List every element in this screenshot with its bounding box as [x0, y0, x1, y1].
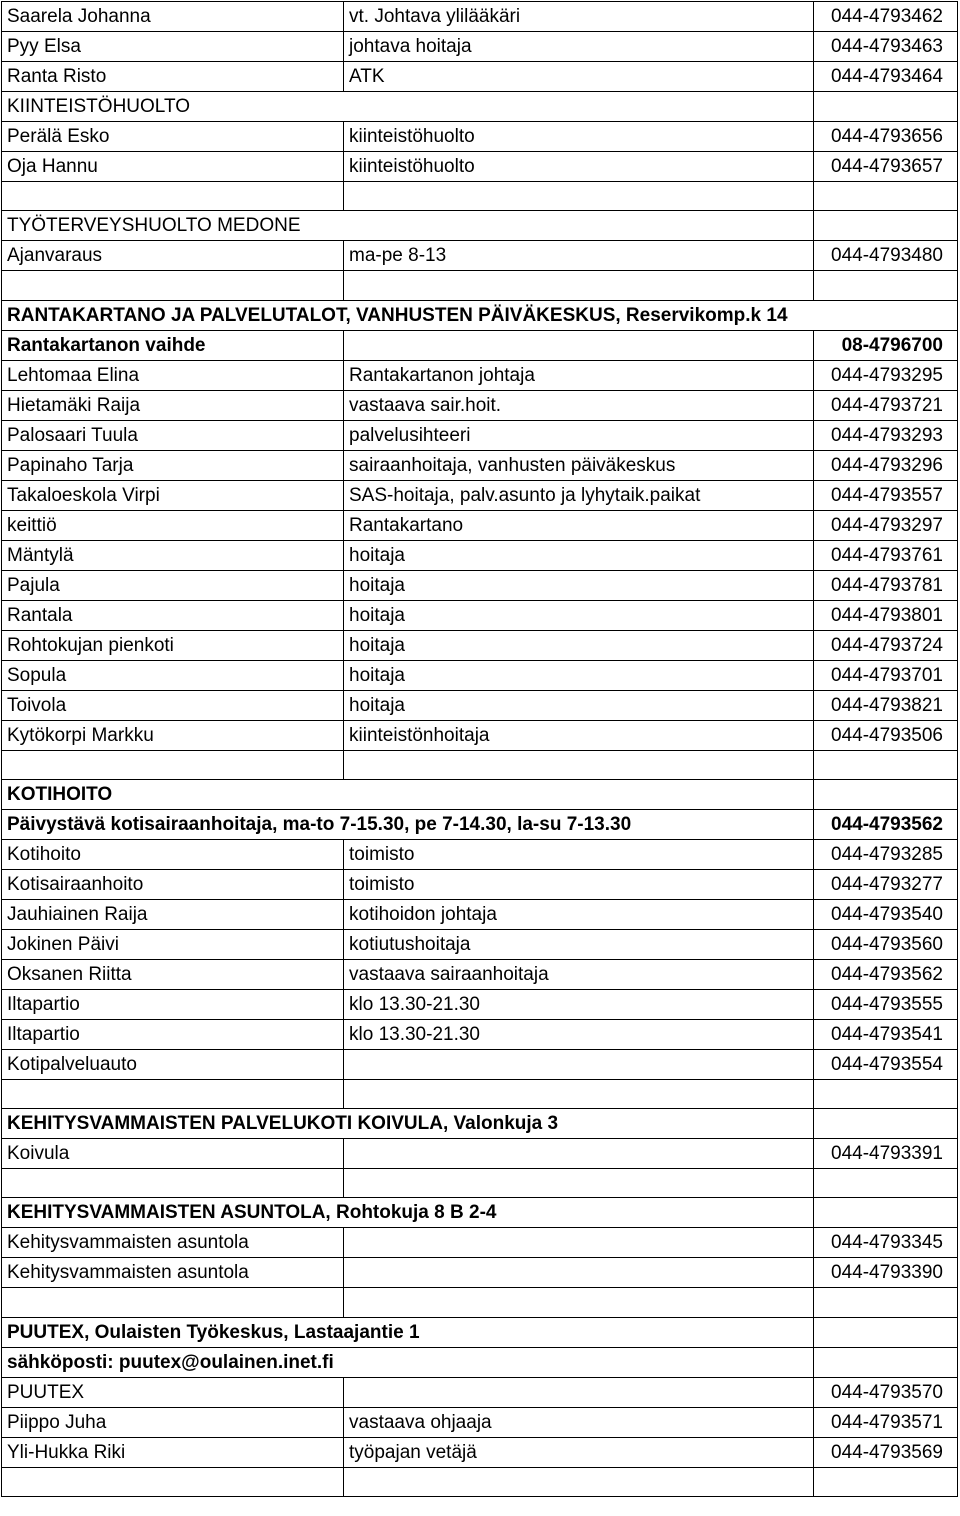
phone-cell — [814, 750, 958, 779]
name-cell: Kytökorpi Markku — [2, 720, 344, 750]
phone-cell — [814, 779, 958, 809]
name-cell: Päivystävä kotisairaanhoitaja, ma-to 7-15.30, pe 7-14.30, la-su 7-13.30 — [2, 809, 344, 839]
table-row — [2, 989, 958, 1019]
phone-cell: 044-4793540 — [814, 899, 958, 929]
table-row — [2, 271, 958, 300]
phone-directory-body — [2, 2, 958, 1497]
role-cell — [344, 211, 814, 241]
table-row — [2, 1079, 958, 1108]
name-cell: KIINTEISTÖHUOLTO — [2, 92, 344, 122]
role-cell — [344, 1347, 814, 1377]
role-cell: ma-pe 8-13 — [344, 241, 814, 271]
role-cell — [344, 1288, 814, 1317]
role-cell: sairaanhoitaja, vanhusten päiväkeskus — [344, 450, 814, 480]
role-cell — [344, 1467, 814, 1496]
phone-cell: 044-4793541 — [814, 1019, 958, 1049]
role-cell: kiinteistöhuolto — [344, 122, 814, 152]
name-cell — [2, 1467, 344, 1496]
table-row — [2, 450, 958, 480]
phone-cell — [814, 1198, 958, 1228]
role-cell: toimisto — [344, 869, 814, 899]
name-cell: Palosaari Tuula — [2, 420, 344, 450]
table-row — [2, 929, 958, 959]
name-cell: Yli-Hukka Riki — [2, 1437, 344, 1467]
phone-cell: 044-4793297 — [814, 510, 958, 540]
table-row — [2, 2, 958, 32]
name-cell: Piippo Juha — [2, 1407, 344, 1437]
table-row — [2, 330, 958, 360]
phone-cell: 044-4793554 — [814, 1049, 958, 1079]
name-cell: Perälä Esko — [2, 122, 344, 152]
name-cell: Jauhiainen Raija — [2, 899, 344, 929]
name-cell: Kotisairaanhoito — [2, 869, 344, 899]
name-cell: Kotihoito — [2, 839, 344, 869]
role-cell — [344, 750, 814, 779]
phone-cell: 044-4793285 — [814, 839, 958, 869]
role-cell: vastaava ohjaaja — [344, 1407, 814, 1437]
role-cell — [344, 330, 814, 360]
table-row — [2, 1407, 958, 1437]
name-cell: Toivola — [2, 690, 344, 720]
table-row — [2, 869, 958, 899]
name-cell: keittiö — [2, 510, 344, 540]
table-row — [2, 1347, 958, 1377]
table-row — [2, 660, 958, 690]
table-row — [2, 1019, 958, 1049]
table-row — [2, 241, 958, 271]
name-cell: Iltapartio — [2, 1019, 344, 1049]
table-row — [2, 510, 958, 540]
table-row — [2, 1198, 958, 1228]
name-cell: Lehtomaa Elina — [2, 360, 344, 390]
phone-cell: 044-4793464 — [814, 62, 958, 92]
table-row — [2, 630, 958, 660]
name-cell: PUUTEX, Oulaisten Työkeskus, Lastaajantie 1 — [2, 1317, 344, 1347]
phone-cell: 044-4793462 — [814, 2, 958, 32]
name-cell: Oksanen Riitta — [2, 959, 344, 989]
role-cell: kotiutushoitaja — [344, 929, 814, 959]
phone-cell — [814, 271, 958, 300]
role-cell: kiinteistönhoitaja — [344, 720, 814, 750]
role-cell — [344, 1079, 814, 1108]
name-cell: Koivula — [2, 1139, 344, 1169]
role-cell: palvelusihteeri — [344, 420, 814, 450]
table-row — [2, 1288, 958, 1317]
role-cell: kotihoidon johtaja — [344, 899, 814, 929]
phone-cell: 044-4793701 — [814, 660, 958, 690]
role-cell: työpajan vetäjä — [344, 1437, 814, 1467]
role-cell — [344, 1169, 814, 1198]
table-row — [2, 1049, 958, 1079]
role-cell: klo 13.30-21.30 — [344, 989, 814, 1019]
name-cell: Kehitysvammaisten asuntola — [2, 1228, 344, 1258]
table-row — [2, 1467, 958, 1496]
phone-cell: 044-4793391 — [814, 1139, 958, 1169]
name-cell: Iltapartio — [2, 989, 344, 1019]
phone-cell — [814, 1317, 958, 1347]
name-cell: Oja Hannu — [2, 152, 344, 182]
role-cell: hoitaja — [344, 570, 814, 600]
role-cell: toimisto — [344, 839, 814, 869]
role-cell: hoitaja — [344, 660, 814, 690]
phone-cell: 044-4793557 — [814, 480, 958, 510]
phone-cell — [814, 1169, 958, 1198]
phone-cell: 044-4793345 — [814, 1228, 958, 1258]
role-cell: vastaava sair.hoit. — [344, 390, 814, 420]
name-cell: Rohtokujan pienkoti — [2, 630, 344, 660]
role-cell — [344, 1228, 814, 1258]
phone-cell — [814, 1079, 958, 1108]
table-row — [2, 1258, 958, 1288]
role-cell — [344, 1049, 814, 1079]
table-row — [2, 1317, 958, 1347]
name-cell — [2, 182, 344, 211]
phone-cell: 044-4793277 — [814, 869, 958, 899]
role-cell: johtava hoitaja — [344, 32, 814, 62]
role-cell — [344, 271, 814, 300]
table-row — [2, 122, 958, 152]
name-cell: Kotipalveluauto — [2, 1049, 344, 1079]
name-cell: Hietamäki Raija — [2, 390, 344, 420]
table-row — [2, 211, 958, 241]
role-cell: kiinteistöhuolto — [344, 152, 814, 182]
phone-cell: 044-4793555 — [814, 989, 958, 1019]
phone-cell: 044-4793296 — [814, 450, 958, 480]
role-cell: hoitaja — [344, 540, 814, 570]
role-cell: hoitaja — [344, 690, 814, 720]
role-cell: hoitaja — [344, 630, 814, 660]
table-row — [2, 779, 958, 809]
role-cell — [344, 1377, 814, 1407]
phone-cell — [814, 300, 958, 330]
phone-cell — [814, 1288, 958, 1317]
table-row — [2, 152, 958, 182]
name-cell: Rantala — [2, 600, 344, 630]
table-row — [2, 839, 958, 869]
table-row — [2, 182, 958, 211]
phone-directory-table — [1, 1, 958, 1497]
table-row — [2, 1109, 958, 1139]
phone-cell — [814, 1347, 958, 1377]
name-cell: Sopula — [2, 660, 344, 690]
name-cell: sähköposti: puutex@oulainen.inet.fi — [2, 1347, 344, 1377]
role-cell: klo 13.30-21.30 — [344, 1019, 814, 1049]
table-row — [2, 62, 958, 92]
name-cell — [2, 750, 344, 779]
phone-cell: 044-4793506 — [814, 720, 958, 750]
phone-cell: 044-4793571 — [814, 1407, 958, 1437]
name-cell: Ranta Risto — [2, 62, 344, 92]
role-cell: Rantakartano — [344, 510, 814, 540]
role-cell — [344, 779, 814, 809]
phone-cell: 08-4796700 — [814, 330, 958, 360]
phone-cell: 044-4793293 — [814, 420, 958, 450]
role-cell — [344, 1258, 814, 1288]
name-cell: PUUTEX — [2, 1377, 344, 1407]
phone-cell: 044-4793480 — [814, 241, 958, 271]
table-row — [2, 600, 958, 630]
table-row — [2, 750, 958, 779]
table-row — [2, 1139, 958, 1169]
table-row — [2, 959, 958, 989]
table-row — [2, 300, 958, 330]
table-row — [2, 1437, 958, 1467]
role-cell: vt. Johtava ylilääkäri — [344, 2, 814, 32]
phone-cell: 044-4793560 — [814, 929, 958, 959]
name-cell: Takaloeskola Virpi — [2, 480, 344, 510]
name-cell — [2, 1079, 344, 1108]
phone-cell: 044-4793569 — [814, 1437, 958, 1467]
phone-cell — [814, 92, 958, 122]
name-cell: KOTIHOITO — [2, 779, 344, 809]
phone-cell: 044-4793295 — [814, 360, 958, 390]
name-cell: Kehitysvammaisten asuntola — [2, 1258, 344, 1288]
table-row — [2, 1377, 958, 1407]
role-cell: ATK — [344, 62, 814, 92]
name-cell: Pyy Elsa — [2, 32, 344, 62]
name-cell: TYÖTERVEYSHUOLTO MEDONE — [2, 211, 344, 241]
name-cell: Saarela Johanna — [2, 2, 344, 32]
name-cell — [2, 1288, 344, 1317]
phone-cell: 044-4793570 — [814, 1377, 958, 1407]
phone-cell — [814, 211, 958, 241]
phone-cell: 044-4793761 — [814, 540, 958, 570]
table-row — [2, 32, 958, 62]
name-cell: Jokinen Päivi — [2, 929, 344, 959]
phone-cell: 044-4793390 — [814, 1258, 958, 1288]
name-cell: RANTAKARTANO JA PALVELUTALOT, VANHUSTEN PÄIVÄKESKUS, Reservikomp.k 14 — [2, 300, 344, 330]
phone-cell: 044-4793656 — [814, 122, 958, 152]
name-cell: Rantakartanon vaihde — [2, 330, 344, 360]
name-cell: Mäntylä — [2, 540, 344, 570]
phone-cell: 044-4793781 — [814, 570, 958, 600]
phone-cell: 044-4793562 — [814, 809, 958, 839]
table-row — [2, 360, 958, 390]
phone-cell: 044-4793657 — [814, 152, 958, 182]
name-cell: Ajanvaraus — [2, 241, 344, 271]
name-cell — [2, 271, 344, 300]
table-row — [2, 420, 958, 450]
role-cell: hoitaja — [344, 600, 814, 630]
name-cell: Papinaho Tarja — [2, 450, 344, 480]
table-row — [2, 690, 958, 720]
phone-cell: 044-4793821 — [814, 690, 958, 720]
table-row — [2, 92, 958, 122]
phone-cell — [814, 182, 958, 211]
role-cell — [344, 1139, 814, 1169]
table-row — [2, 1169, 958, 1198]
table-row — [2, 1228, 958, 1258]
role-cell: vastaava sairaanhoitaja — [344, 959, 814, 989]
phone-cell: 044-4793721 — [814, 390, 958, 420]
name-cell: Pajula — [2, 570, 344, 600]
name-cell: KEHITYSVAMMAISTEN PALVELUKOTI KOIVULA, Valonkuja 3 — [2, 1109, 344, 1139]
phone-cell: 044-4793463 — [814, 32, 958, 62]
name-cell — [2, 1169, 344, 1198]
table-row — [2, 809, 958, 839]
role-cell: Rantakartanon johtaja — [344, 360, 814, 390]
phone-cell: 044-4793801 — [814, 600, 958, 630]
role-cell — [344, 92, 814, 122]
table-row — [2, 570, 958, 600]
name-cell: KEHITYSVAMMAISTEN ASUNTOLA, Rohtokuja 8 B 2-4 — [2, 1198, 344, 1228]
phone-cell: 044-4793724 — [814, 630, 958, 660]
table-row — [2, 480, 958, 510]
table-row — [2, 390, 958, 420]
phone-cell — [814, 1467, 958, 1496]
table-row — [2, 899, 958, 929]
table-row — [2, 540, 958, 570]
phone-cell: 044-4793562 — [814, 959, 958, 989]
table-row — [2, 720, 958, 750]
phone-cell — [814, 1109, 958, 1139]
role-cell — [344, 182, 814, 211]
role-cell: SAS-hoitaja, palv.asunto ja lyhytaik.paikat — [344, 480, 814, 510]
